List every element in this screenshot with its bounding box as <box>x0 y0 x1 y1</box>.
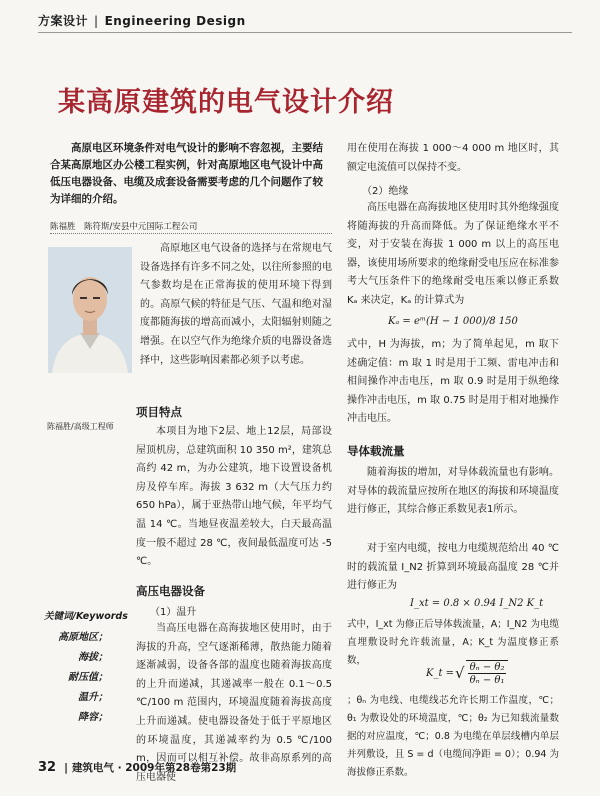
subheading-insulation: （2）绝缘 <box>362 186 409 197</box>
author-photo <box>48 247 132 373</box>
header-separator: | <box>94 14 99 28</box>
journal-info: 建筑电气 · 2009年第28卷第23期 <box>71 762 237 774</box>
insulation-formula: Kₐ = eᵐ(H − 1 000)/8 150 <box>388 316 518 327</box>
author-divider <box>50 233 332 234</box>
fraction <box>466 660 509 686</box>
insulation-text: 高压电器在高海拔地区使用时其外绝缘强度将随海拔的升高而降低。为了保证绝缘水平不变，对于安装在海拔 1 000 m 以上的高压电器，该使用场所要求的绝缘耐受电压应在标准参考大气压条件下的绝缘耐受电压乘以修正系数 Kₐ 来决定，Kₐ 的计算式为 <box>347 202 559 306</box>
temperature-rise-continued: 用在使用在海拔 1 000～4 000 m 地区时，其额定电流值可以保持不变。 <box>347 143 559 173</box>
sqrt-sign: √ <box>455 664 465 682</box>
insulation-formula-explanation: 式中，H 为海拔，m；为了简单起见，m 取下述确定值：m 取 1 时是用于工频、雷电冲击和相间操作冲击电压，m 取 0.9 时是用于纵绝缘操作冲击电压，m 取 0.75 时是用于相对地操作冲击电压。 <box>347 339 559 425</box>
running-header <box>38 12 246 29</box>
author-line: 陈福胜 陈符斯/安县中元国际工程公司 <box>50 222 198 232</box>
fraction-numerator: θₙ − θ₂ <box>469 662 505 673</box>
photo-caption: 陈福胜/高级工程师 <box>47 422 114 431</box>
heading-project-features: 项目特点 <box>136 405 182 419</box>
keyword-item: 温升； <box>78 692 108 703</box>
portrait-image <box>48 247 132 373</box>
keywords-title: 关键词/Keywords <box>44 611 128 622</box>
footer-separator: | <box>64 762 68 774</box>
temperature-rise-text: 当高压电器在高海拔地区使用时，由于海拔的升高，空气逐渐稀薄，散热能力随着逐渐减弱，设备各部的温度也随着海拔高度的上升而递减，其递减率一般在 0.1～0.5 ℃/100 m 范围内，环境温度随着海拔高度上升而递减。使电器设备处于低于平原地区的环境温度，其递减率约为 0.5 ℃/100 m，因而可以相互补偿。故非高原系列的高压电器使 <box>136 623 332 783</box>
fraction-denominator: θₙ − θ₁ <box>469 675 505 686</box>
heading-conductor-ampacity: 导体载流量 <box>347 444 405 458</box>
keyword-item: 高原地区； <box>58 632 108 643</box>
ampacity-formula: I_xt = 0.8 × 0.94 I_N2 K_t <box>410 598 544 609</box>
article-title: 某高原建筑的电气设计介绍 <box>58 87 394 118</box>
intro-paragraph: 高原地区电气设备的选择与在常规电气设备选择有许多不同之处，以往所参照的电气参数均是在正常海拔的使用环境下得到的。高原气候的特征是气压、气温和绝对湿度都随海拔的增高而减小，太阳辐射则随之增强。在以空气作为绝缘介质的电器设备选择中，这些影响因素都必须予以考虑。 <box>140 243 332 366</box>
heading-hv-equipment: 高压电器设备 <box>136 584 205 598</box>
ampacity-text-1: 随着海拔的增加，对导体载流量也有影响。对导体的载流量应按所在地区的海拔和环境温度进行修正，其综合修正系数见表1所示。 <box>347 467 559 516</box>
temperature-coefficient-explanation: ；θₙ 为电线、电缆线芯允许长期工作温度，℃；θ₁ 为敷设处的环境温度，℃；θ₂ 为已知载流量数据的对应温度，℃；0.8 为电缆在单层线槽内单层并列敷设，且 S = d（电缆间净距 = 0）；0.94 为海拔修正系数。 <box>347 695 559 778</box>
temperature-coefficient-formula <box>426 660 508 686</box>
keyword-item: 降容； <box>78 712 108 723</box>
ampacity-text-2: 对于室内电缆，按电力电缆规范给出 40 ℃时的载流量 I_N2 折算到环境最高温度 28 ℃并进行修正为 <box>347 543 559 592</box>
ampacity-formula-explanation: 式中，I_xt 为修正后导体载流量，A；I_N2 为电缆直埋敷设时允许载流量，A；K_t 为温度修正系数， <box>347 619 559 666</box>
header-rule <box>38 32 572 33</box>
subheading-temperature-rise: （1）温升 <box>150 607 197 618</box>
keyword-item: 海拔； <box>78 652 108 663</box>
formula-lhs: K_t = <box>426 667 455 679</box>
abstract: 高原电区环境条件对电气设计的影响不容忽视，主要结合某高原地区办公楼工程实例，针对高原地区电气设计中高低压电器设备、电缆及成套设备需要考虑的几个问题作了较为详细的介绍。 <box>50 142 323 205</box>
page-number: 32 <box>38 760 57 775</box>
page-footer <box>38 760 236 775</box>
header-section-en: Engineering Design <box>104 14 246 28</box>
keyword-item: 耐压值； <box>68 672 108 683</box>
header-section-cn: 方案设计 <box>38 14 89 28</box>
project-features-text: 本项目为地下2层、地上12层，局部设屋顶机房，总建筑面积 10 350 m²，建筑总高约 42 m，为办公建筑，地下设置设备机房及停车库。海拔 3 632 m（大气压力约 650 hPa），属于亚热带山地气候，年平均气温 14 ℃。当地昼夜温差较大，白天最高温度一般不超过 28 ℃，夜间最低温度可达 -5 ℃。 <box>136 426 332 568</box>
